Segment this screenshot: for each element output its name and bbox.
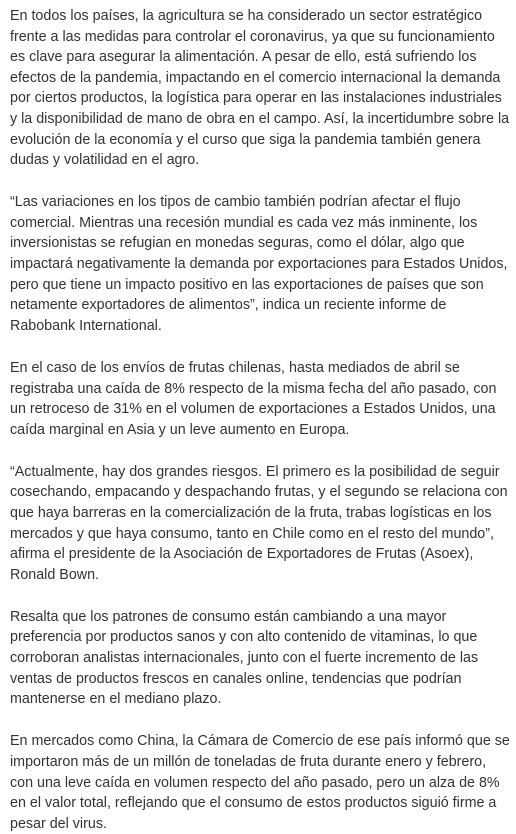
paragraph-agriculture-strategic-sector: En todos los países, la agricultura se ha considerado un sector estratégico frente a las medidas para controlar el coronavirus, ya que su funcionamiento es clave para asegurar la alimentación. A pesar de ello, está sufriendo los efectos de la pandemia, impactando en el comercio internacional la demanda por ciertos productos, la logística para operar en las instalaciones industriales y la disponibilidad de mano de obra en el campo. Así, la incertidumbre sobre la evolución de la economía y el curso que siga la pandemia también genera dudas y volatilidad en el agro.	[10, 8, 510, 169]
paragraph-rabobank-quote: “Las variaciones en los tipos de cambio también podrían afectar el flujo comercial. Mientras una recesión mundial es cada vez más inminente, los inversionistas se refugian en monedas seguras, como el dólar, algo que impactará negativamente la demanda por exportaciones para Estados Unidos, pero que tiene un impacto positivo en las exportaciones de países que son netamente exportadores de alimentos”, indica un reciente informe de Rabobank International.	[10, 194, 508, 334]
paragraph-asoex-quote: “Actualmente, hay dos grandes riesgos. El primero es la posibilidad de seguir cosechando, empacando y despachando frutas, y el segundo se relaciona con que haya barreras en la comercialización de la fruta, trabas logísticas en los mercados y que haya consumo, tanto en Chile como en el resto del mundo”, afirma el presidente de la Asociación de Exportadores de Frutas (Asoex), Ronald Bown.	[10, 463, 508, 583]
paragraph-consumption-patterns: Resalta que los patrones de consumo están cambiando a una mayor preferencia por productos sanos y con alto contenido de vitaminas, lo que corroboran analistas internacionales, junto con el fuerte incremento de las ventas de productos frescos en canales online, tendencias que podrían mantenerse en el mediano plazo.	[10, 608, 479, 708]
article-body	[10, 6, 510, 834]
paragraph-chilean-fruit-exports: En el caso de los envíos de frutas chilenas, hasta mediados de abril se registraba una caída de 8% respecto de la misma fecha del año pasado, con un retroceso de 31% en el volumen de exportaciones a Estados Unidos, una caída marginal en Asia y un leve aumento en Europa.	[10, 359, 497, 438]
paragraph-china-market: En mercados como China, la Cámara de Comercio de ese país informó que se importaron más de un millón de toneladas de fruta durante enero y febrero, con una leve caída en volumen respecto del año pasado, pero un alza de 8% en el valor total, reflejando que el consumo de estos productos siguió firme a pesar del virus.	[10, 733, 510, 832]
